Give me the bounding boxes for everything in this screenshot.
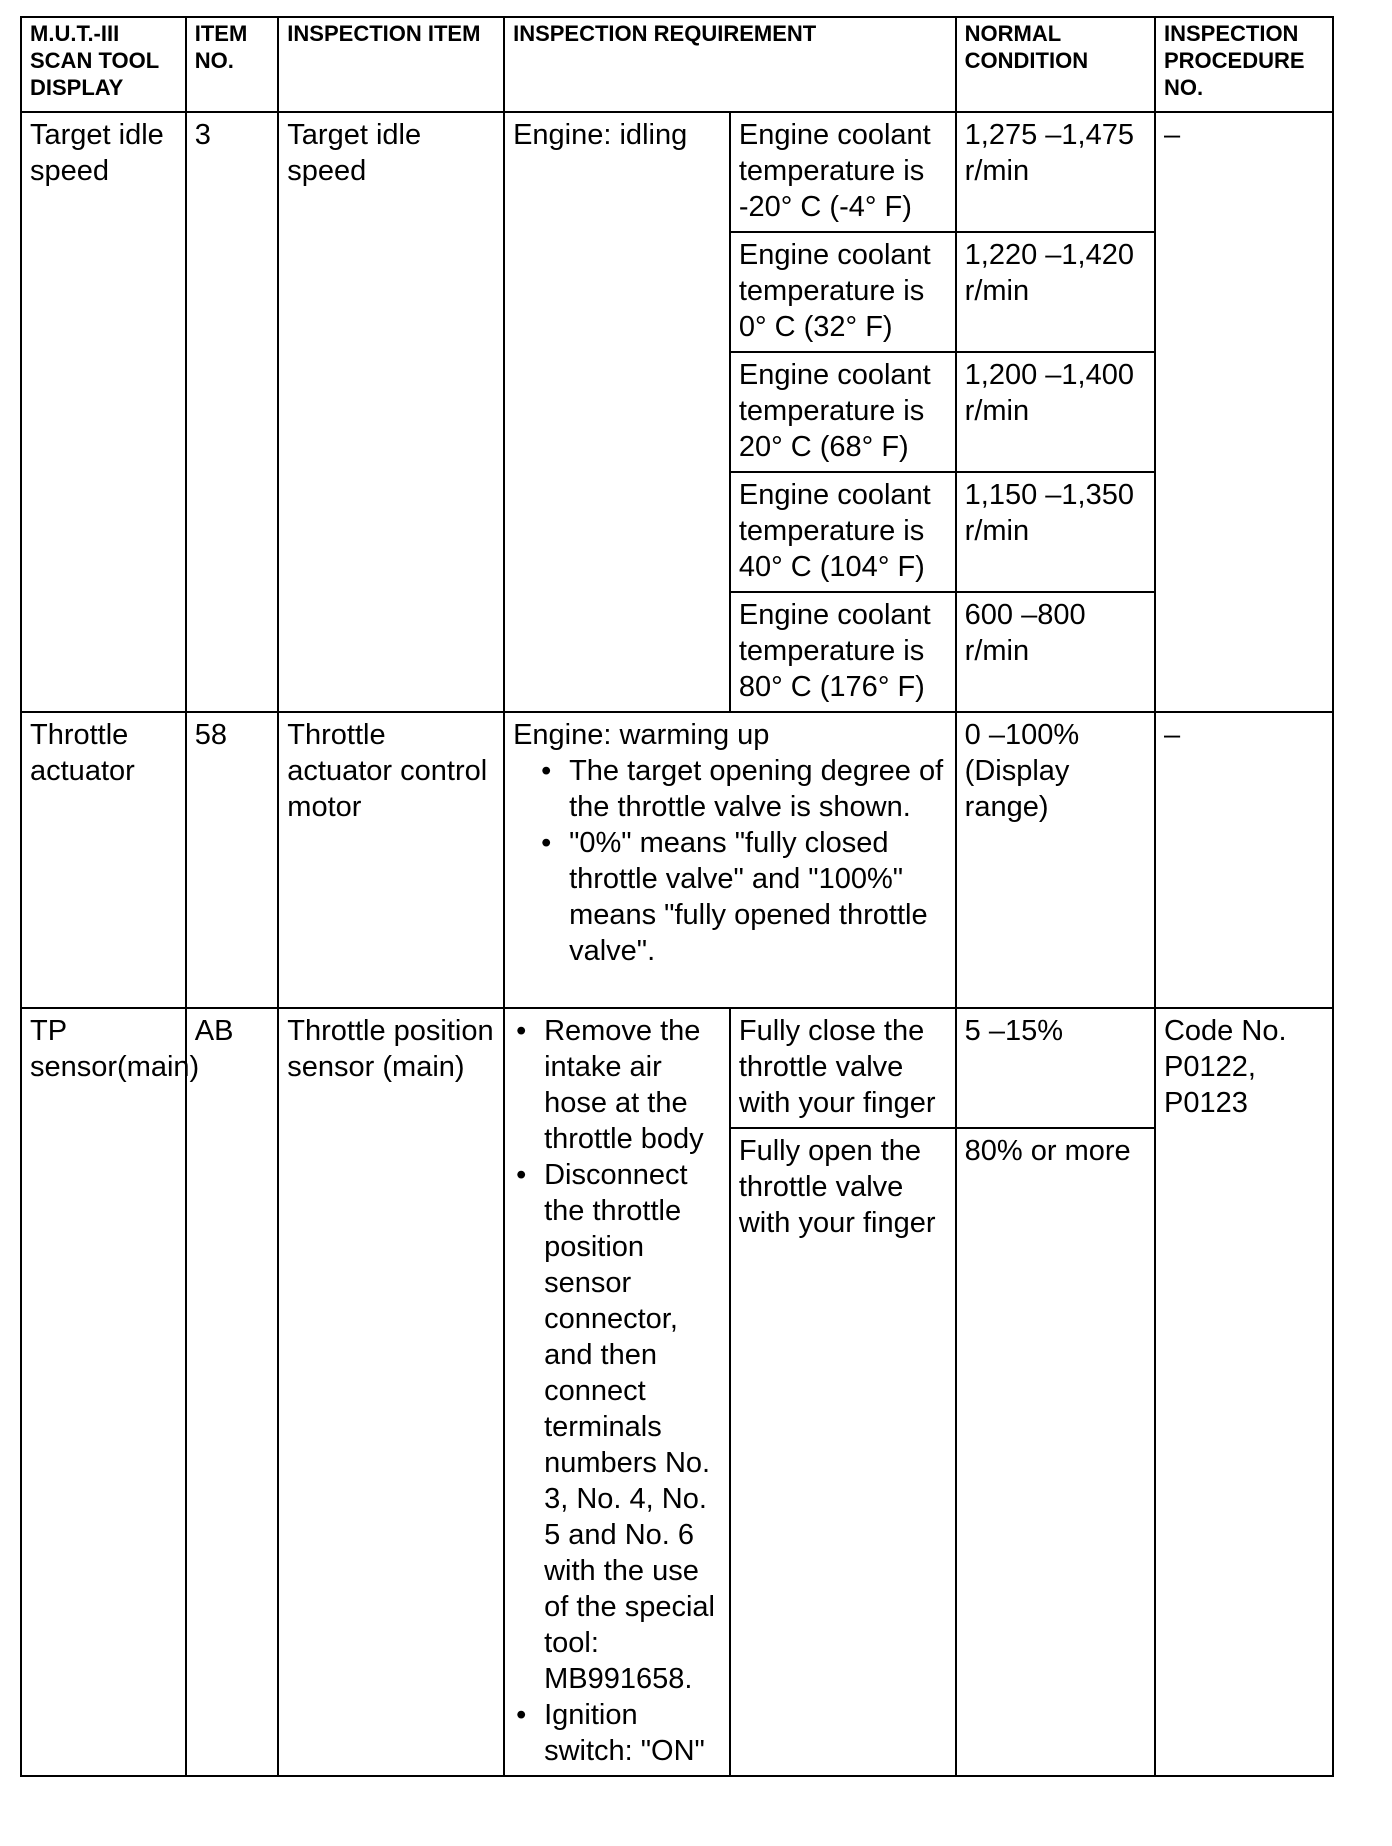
requirement-cell: Engine: idling: [504, 112, 730, 712]
sub-condition-cell: Fully close the throttle valve with your finger: [730, 1008, 956, 1128]
normal-condition-cell: 5 –15%: [956, 1008, 1155, 1128]
normal-condition-cell: 600 –800 r/min: [956, 592, 1155, 712]
table-row: [21, 712, 1333, 1008]
display-cell: Throttle actuator: [21, 712, 186, 1008]
requirement-cell: [504, 712, 956, 1008]
sub-condition-cell: Engine coolant temperature is 0° C (32° F): [730, 232, 956, 352]
requirement-bullets: [513, 753, 947, 969]
header-display: M.U.T.-III SCAN TOOL DISPLAY: [21, 17, 186, 112]
procedure-cell: Code No. P0122, P0123: [1155, 1008, 1333, 1776]
header-inspection-requirement: INSPECTION REQUIREMENT: [504, 17, 956, 112]
table-row: [21, 112, 1333, 232]
normal-condition-cell: 1,275 –1,475 r/min: [956, 112, 1155, 232]
sub-condition-cell: Engine coolant temperature is 40° C (104° F): [730, 472, 956, 592]
item-no-cell: AB: [186, 1008, 279, 1776]
bullet-item: • Ignition switch: "ON": [544, 1697, 721, 1769]
requirement-bullets: [513, 1013, 721, 1769]
sub-condition-cell: Engine coolant temperature is -20° C (-4° F): [730, 112, 956, 232]
header-row: [21, 17, 1333, 112]
bullet-item: • The target opening degree of the throttle valve is shown.: [569, 753, 947, 825]
header-procedure-no: INSPECTION PROCEDURE NO.: [1155, 17, 1333, 112]
sub-condition-cell: Engine coolant temperature is 20° C (68° F): [730, 352, 956, 472]
bullet-item: • Remove the intake air hose at the throttle body: [544, 1013, 721, 1157]
normal-condition-cell: 80% or more: [956, 1128, 1155, 1776]
display-cell: Target idle speed: [21, 112, 186, 712]
item-no-cell: 58: [186, 712, 279, 1008]
header-normal-condition: NORMAL CONDITION: [956, 17, 1155, 112]
procedure-cell: –: [1155, 712, 1333, 1008]
normal-condition-cell: 1,200 –1,400 r/min: [956, 352, 1155, 472]
table-row: [21, 1008, 1333, 1128]
inspection-item-cell: Throttle actuator control motor: [278, 712, 504, 1008]
header-item-no: ITEM NO.: [186, 17, 279, 112]
procedure-cell: –: [1155, 112, 1333, 712]
inspection-table: [20, 16, 1334, 1777]
header-inspection-item: INSPECTION ITEM: [278, 17, 504, 112]
sub-condition-cell: Engine coolant temperature is 80° C (176° F): [730, 592, 956, 712]
bullet-item: • Disconnect the throttle position sensor connector, and then connect terminals numbers No. 3, No. 4, No. 5 and No. 6 with the use of the special tool: MB991658.: [544, 1157, 721, 1697]
bullet-item: • "0%" means "fully closed throttle valve" and "100%" means "fully opened throttle valve".: [569, 825, 947, 969]
inspection-item-cell: Target idle speed: [278, 112, 504, 712]
normal-condition-cell: 1,150 –1,350 r/min: [956, 472, 1155, 592]
item-no-cell: 3: [186, 112, 279, 712]
sub-condition-cell: Fully open the throttle valve with your finger: [730, 1128, 956, 1776]
normal-condition-cell: 0 –100% (Display range): [956, 712, 1155, 1008]
requirement-cell: [504, 1008, 730, 1776]
inspection-item-cell: Throttle position sensor (main): [278, 1008, 504, 1776]
display-cell: TP sensor(main): [21, 1008, 186, 1776]
normal-condition-cell: 1,220 –1,420 r/min: [956, 232, 1155, 352]
requirement-lead: Engine: warming up: [513, 719, 770, 751]
